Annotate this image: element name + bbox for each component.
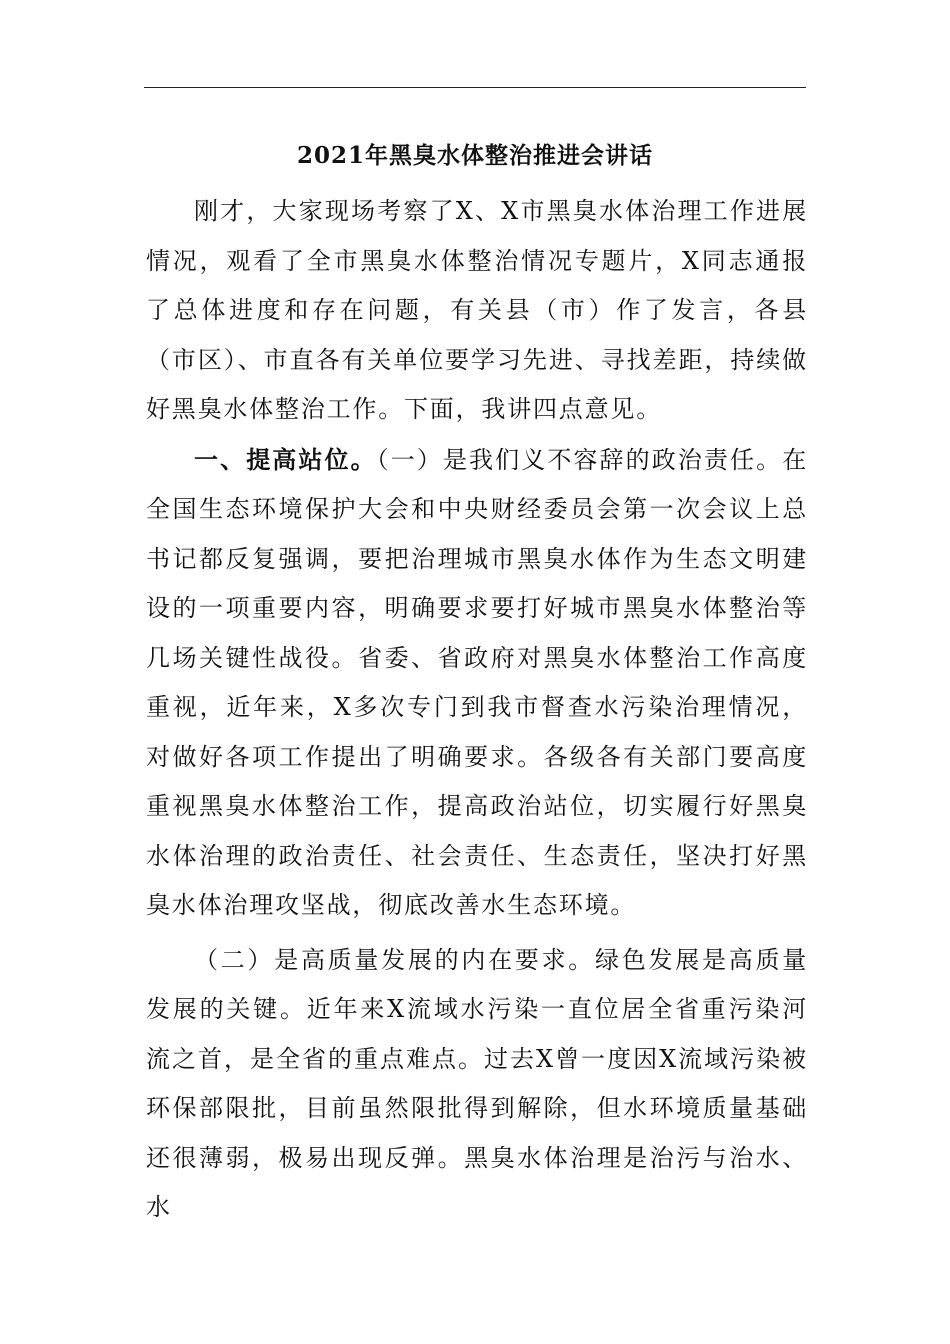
paragraph-subsection-two (146, 936, 808, 1233)
paragraph-section-one (146, 435, 808, 931)
page-title: 2021年黑臭水体整治推进会讲话 (296, 142, 653, 169)
paragraph-text: 刚才，大家现场考察了X、X市黑臭水体治理工作进展情况，观看了全市黑臭水体整治情况专题片，X同志通报了总体进度和存在问题，有关县（市）作了发言，各县（市区）、市直各有关单位要学习先进、寻找差距，持续做好黑臭水体整治工作。下面，我讲四点意见。 (146, 197, 808, 423)
paragraph-text: （二）是高质量发展的内在要求。绿色发展是高质量发展的关键。近年来X流域水污染一直位居全省重污染河流之首，是全省的重点难点。过去X曾一度因X流域污染被环保部限批，目前虽然限批得到解除，但水环境质量基础还很薄弱，极易出现反弹。黑臭水体治理是治污与治水、水 (146, 945, 808, 1221)
section-heading: 一、提高站位。 (194, 444, 377, 474)
paragraph-text: （一）是我们义不容辞的政治责任。在全国生态环境保护大会和中央财经委员会第一次会议上总书记都反复强调，要把治理城市黑臭水体作为生态文明建设的一项重要内容，明确要求要打好城市黑臭水体整治等几场关键性战役。省委、省政府对黑臭水体整治工作高度重视，近年来，X多次专门到我市督查水污染治理情况，对做好各项工作提出了明确要求。各级各有关部门要高度重视黑臭水体整治工作，提高政治站位，切实履行好黑臭水体治理的政治责任、社会责任、生态责任，坚决打好黑臭水体治理攻坚战，彻底改善水生态环境。 (146, 445, 808, 919)
paragraph-intro (146, 187, 808, 435)
header-rule (144, 87, 806, 88)
document-body (146, 187, 808, 1233)
